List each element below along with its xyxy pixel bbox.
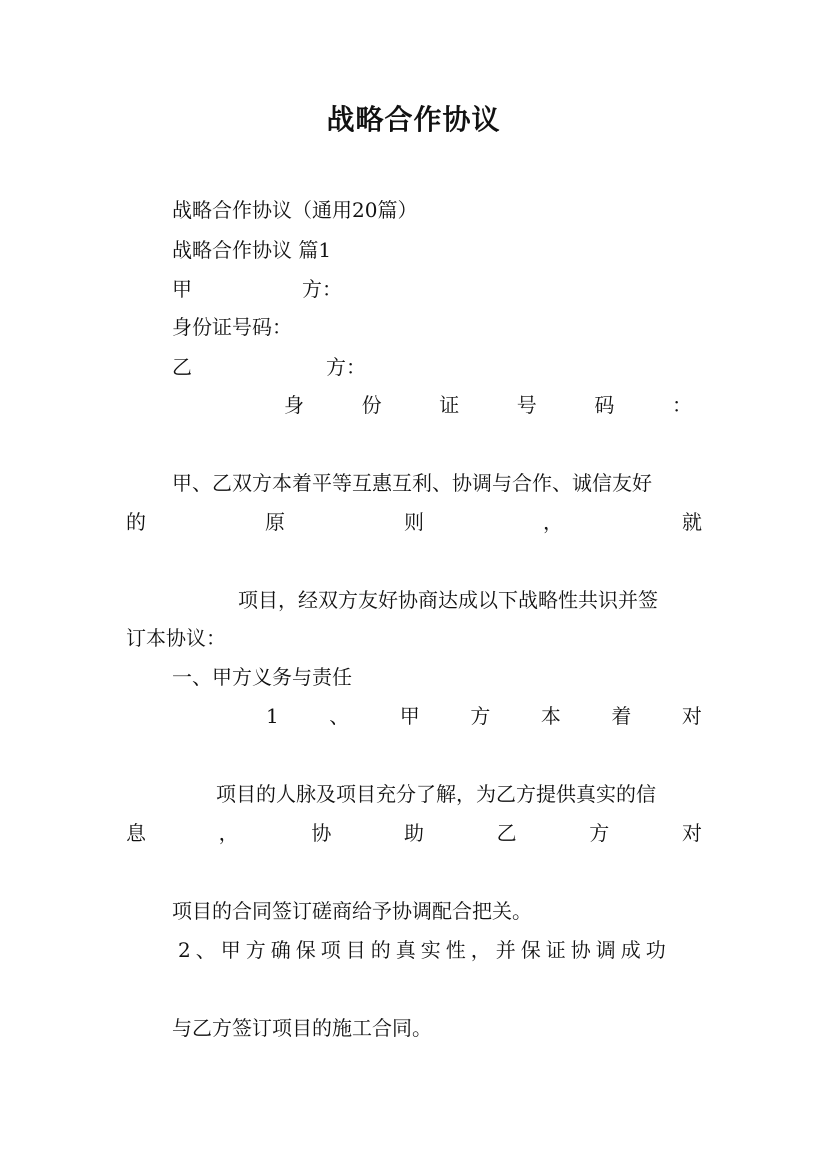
justified-char: ， [543,510,563,534]
justified-char: 对 [681,704,702,728]
justified-char: 乙 [496,821,517,845]
justified-char: 方 [589,821,610,845]
item-1-line-1 [266,702,702,730]
justified-char: 对 [681,821,702,845]
party-a-label-second: 方： [302,277,342,301]
document-subtitle: 战略合作协议（通用20篇） [172,198,418,222]
justified-char: 方 [470,704,491,728]
justified-char: 助 [403,821,424,845]
party-b-label-second: 方： [326,355,366,379]
item-1-line-3 [126,819,702,847]
paragraph-1-line-2 [126,508,702,536]
id-char: 份 [361,393,382,417]
justified-char: ， [218,821,239,845]
section-heading: 战略合作协议 篇1 [172,238,332,262]
justified-char: 原 [265,510,285,534]
justified-char: 的 [126,510,146,534]
party-a-label-first: 甲 [172,277,192,301]
heading-party-a-obligations: 一、甲方义务与责任 [172,665,352,689]
item-2-line-2: 与乙方签订项目的施工合同。 [172,1016,432,1040]
justified-char: 1 [266,704,279,728]
paragraph-2-line-2: 订本协议： [126,626,226,650]
justified-char: 本 [540,704,561,728]
paragraph-1-line-1: 甲、乙双方本着平等互惠互利、协调与合作、诚信友好 [172,471,652,495]
justified-char: 着 [611,704,632,728]
justified-char: 甲 [399,704,420,728]
document-title: 战略合作协议 [326,103,501,136]
justified-char: 息 [126,821,146,845]
item-1-line-4: 项目的合同签订磋商给予协调配合把关。 [172,899,532,923]
id-number-a-label: 身份证号码： [172,315,292,339]
item-2-line-1: 2、甲方确保项目的真实性，并保证协调成功 [178,938,671,962]
justified-char: 则 [404,510,424,534]
id-number-b-label [284,391,692,419]
party-b-label-first: 乙 [172,355,192,379]
id-char: 身 [284,393,304,417]
justified-char: 就 [682,510,702,534]
id-char: 号 [516,393,537,417]
id-char: 证 [439,393,460,417]
paragraph-2-line-1: 项目，经双方友好协商达成以下战略性共识并签 [238,588,658,612]
justified-char: 协 [311,821,332,845]
justified-char: 、 [329,704,350,728]
item-1-line-2: 项目的人脉及项目充分了解，为乙方提供真实的信 [216,782,656,806]
id-char: ： [671,393,692,417]
id-char: 码 [594,393,615,417]
